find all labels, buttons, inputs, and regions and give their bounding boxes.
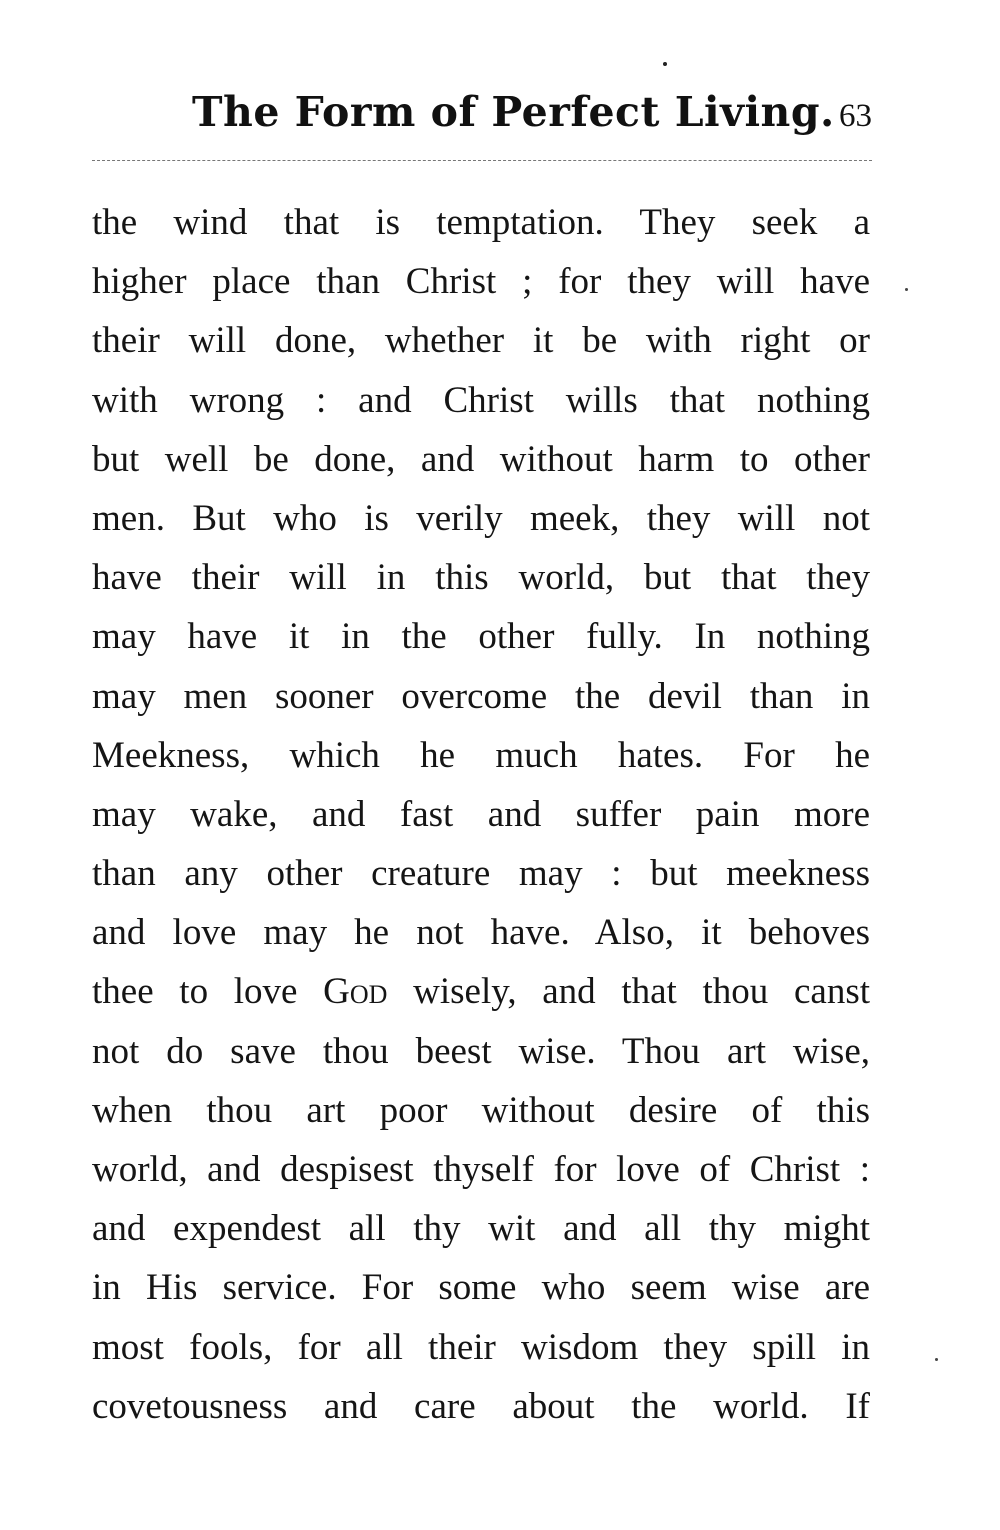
text-line: have their will in this world, but that they [92, 557, 870, 599]
text-line: higher place than Christ ; for they will have [92, 261, 870, 303]
text-line: men. But who is verily meek, they will not [92, 497, 870, 539]
header-rule [92, 160, 872, 161]
running-head [92, 88, 872, 158]
ink-speck [663, 62, 667, 66]
text-line: than any other creature may : but meekness [92, 853, 870, 895]
text-line: the wind that is temptation. They seek a [92, 202, 870, 243]
text-line: may have it in the other fully. In nothing [92, 616, 870, 658]
text-line: covetousness and care about the world. If [92, 1385, 870, 1427]
page-number: 63 [839, 98, 872, 134]
text-line: may wake, and fast and suffer pain more [92, 793, 870, 835]
text-line: Meekness, which he much hates. For he [92, 734, 870, 776]
text-line: most fools, for all their wisdom they spill in [92, 1326, 870, 1368]
body-text [92, 193, 870, 1436]
margin-speck [905, 288, 908, 291]
text-line: but well be done, and without harm to other [92, 438, 870, 480]
text-line: their will done, whether it be with right or [92, 320, 870, 362]
text-line: in His service. For some who seem wise are [92, 1267, 870, 1309]
text-line: with wrong : and Christ wills that nothing [92, 379, 870, 421]
running-title: The Form of Perfect Living. [192, 88, 835, 136]
margin-speck [935, 1358, 938, 1361]
text-line: may men sooner overcome the devil than in [92, 675, 870, 717]
text-line: when thou art poor without desire of this [92, 1089, 870, 1131]
text-line: world, and despisest thyself for love of Christ : [92, 1149, 870, 1190]
text-line: not do save thou beest wise. Thou art wise, [92, 1030, 870, 1072]
text-line: and expendest all thy wit and all thy might [92, 1208, 870, 1250]
text-line: and love may he not have. Also, it behoves [92, 912, 870, 954]
text-line-with-small-caps: thee to love God wisely, and that thou canst [92, 971, 871, 1013]
